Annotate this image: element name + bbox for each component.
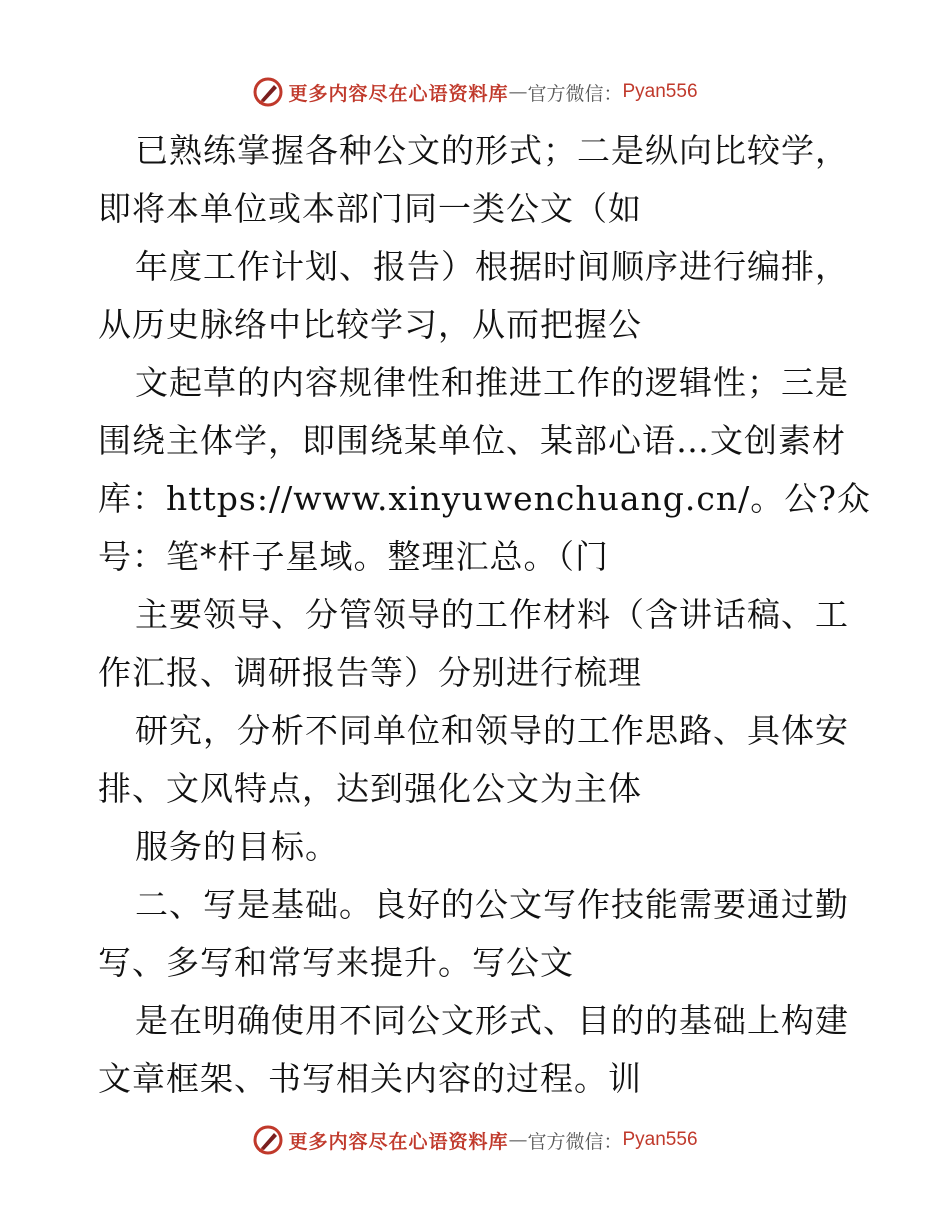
text-line: 即将本单位或本部门同一类公文（如 bbox=[98, 189, 642, 228]
text-line: 研究，分析不同单位和领导的工作思路、具体安 bbox=[135, 711, 849, 750]
footer-site-name: 更多内容尽在心语资料库 bbox=[288, 1130, 509, 1153]
header-watermark-banner bbox=[0, 72, 950, 112]
text-line: 写、多写和常写来提升。写公文 bbox=[98, 943, 574, 982]
text-line: 库：https://www.xinyuwenchuang.cn/。公?众 bbox=[98, 479, 871, 518]
text-line: 年度工作计划、报告）根据时间顺序进行编排， bbox=[135, 247, 849, 286]
header-wechat-id: Pyan556 bbox=[622, 81, 698, 102]
text-line: 已熟练掌握各种公文的形式；二是纵向比较学， bbox=[135, 131, 849, 170]
footer-wechat-id: Pyan556 bbox=[622, 1129, 698, 1150]
pen-logo-icon bbox=[252, 1124, 284, 1156]
text-line: 围绕主体学，即围绕某单位、某部心语…文创素材 bbox=[98, 421, 846, 460]
footer-watermark-banner bbox=[0, 1120, 950, 1160]
header-wechat-label: 官方微信： bbox=[527, 82, 623, 105]
text-line: 主要领导、分管领导的工作材料（含讲话稿、工 bbox=[135, 595, 849, 634]
text-line: 服务的目标。 bbox=[135, 827, 339, 866]
text-line: 二、写是基础。良好的公文写作技能需要通过勤 bbox=[135, 885, 849, 924]
text-line: 号：笔*杆子星域。整理汇总。（门 bbox=[98, 537, 609, 576]
header-separator: — bbox=[508, 81, 528, 103]
header-site-name: 更多内容尽在心语资料库 bbox=[288, 82, 509, 105]
document-body bbox=[98, 122, 871, 1108]
text-line: 文起草的内容规律性和推进工作的逻辑性；三是 bbox=[135, 363, 849, 402]
footer-wechat-label: 官方微信： bbox=[527, 1130, 623, 1153]
footer-separator: — bbox=[508, 1129, 528, 1151]
text-line: 排、文风特点，达到强化公文为主体 bbox=[98, 769, 642, 808]
text-line: 从历史脉络中比较学习，从而把握公 bbox=[98, 305, 642, 344]
text-line: 文章框架、书写相关内容的过程。训 bbox=[98, 1059, 642, 1098]
pen-logo-icon bbox=[252, 76, 284, 108]
text-line: 是在明确使用不同公文形式、目的的基础上构建 bbox=[135, 1001, 849, 1040]
text-line: 作汇报、调研报告等）分别进行梳理 bbox=[98, 653, 642, 692]
